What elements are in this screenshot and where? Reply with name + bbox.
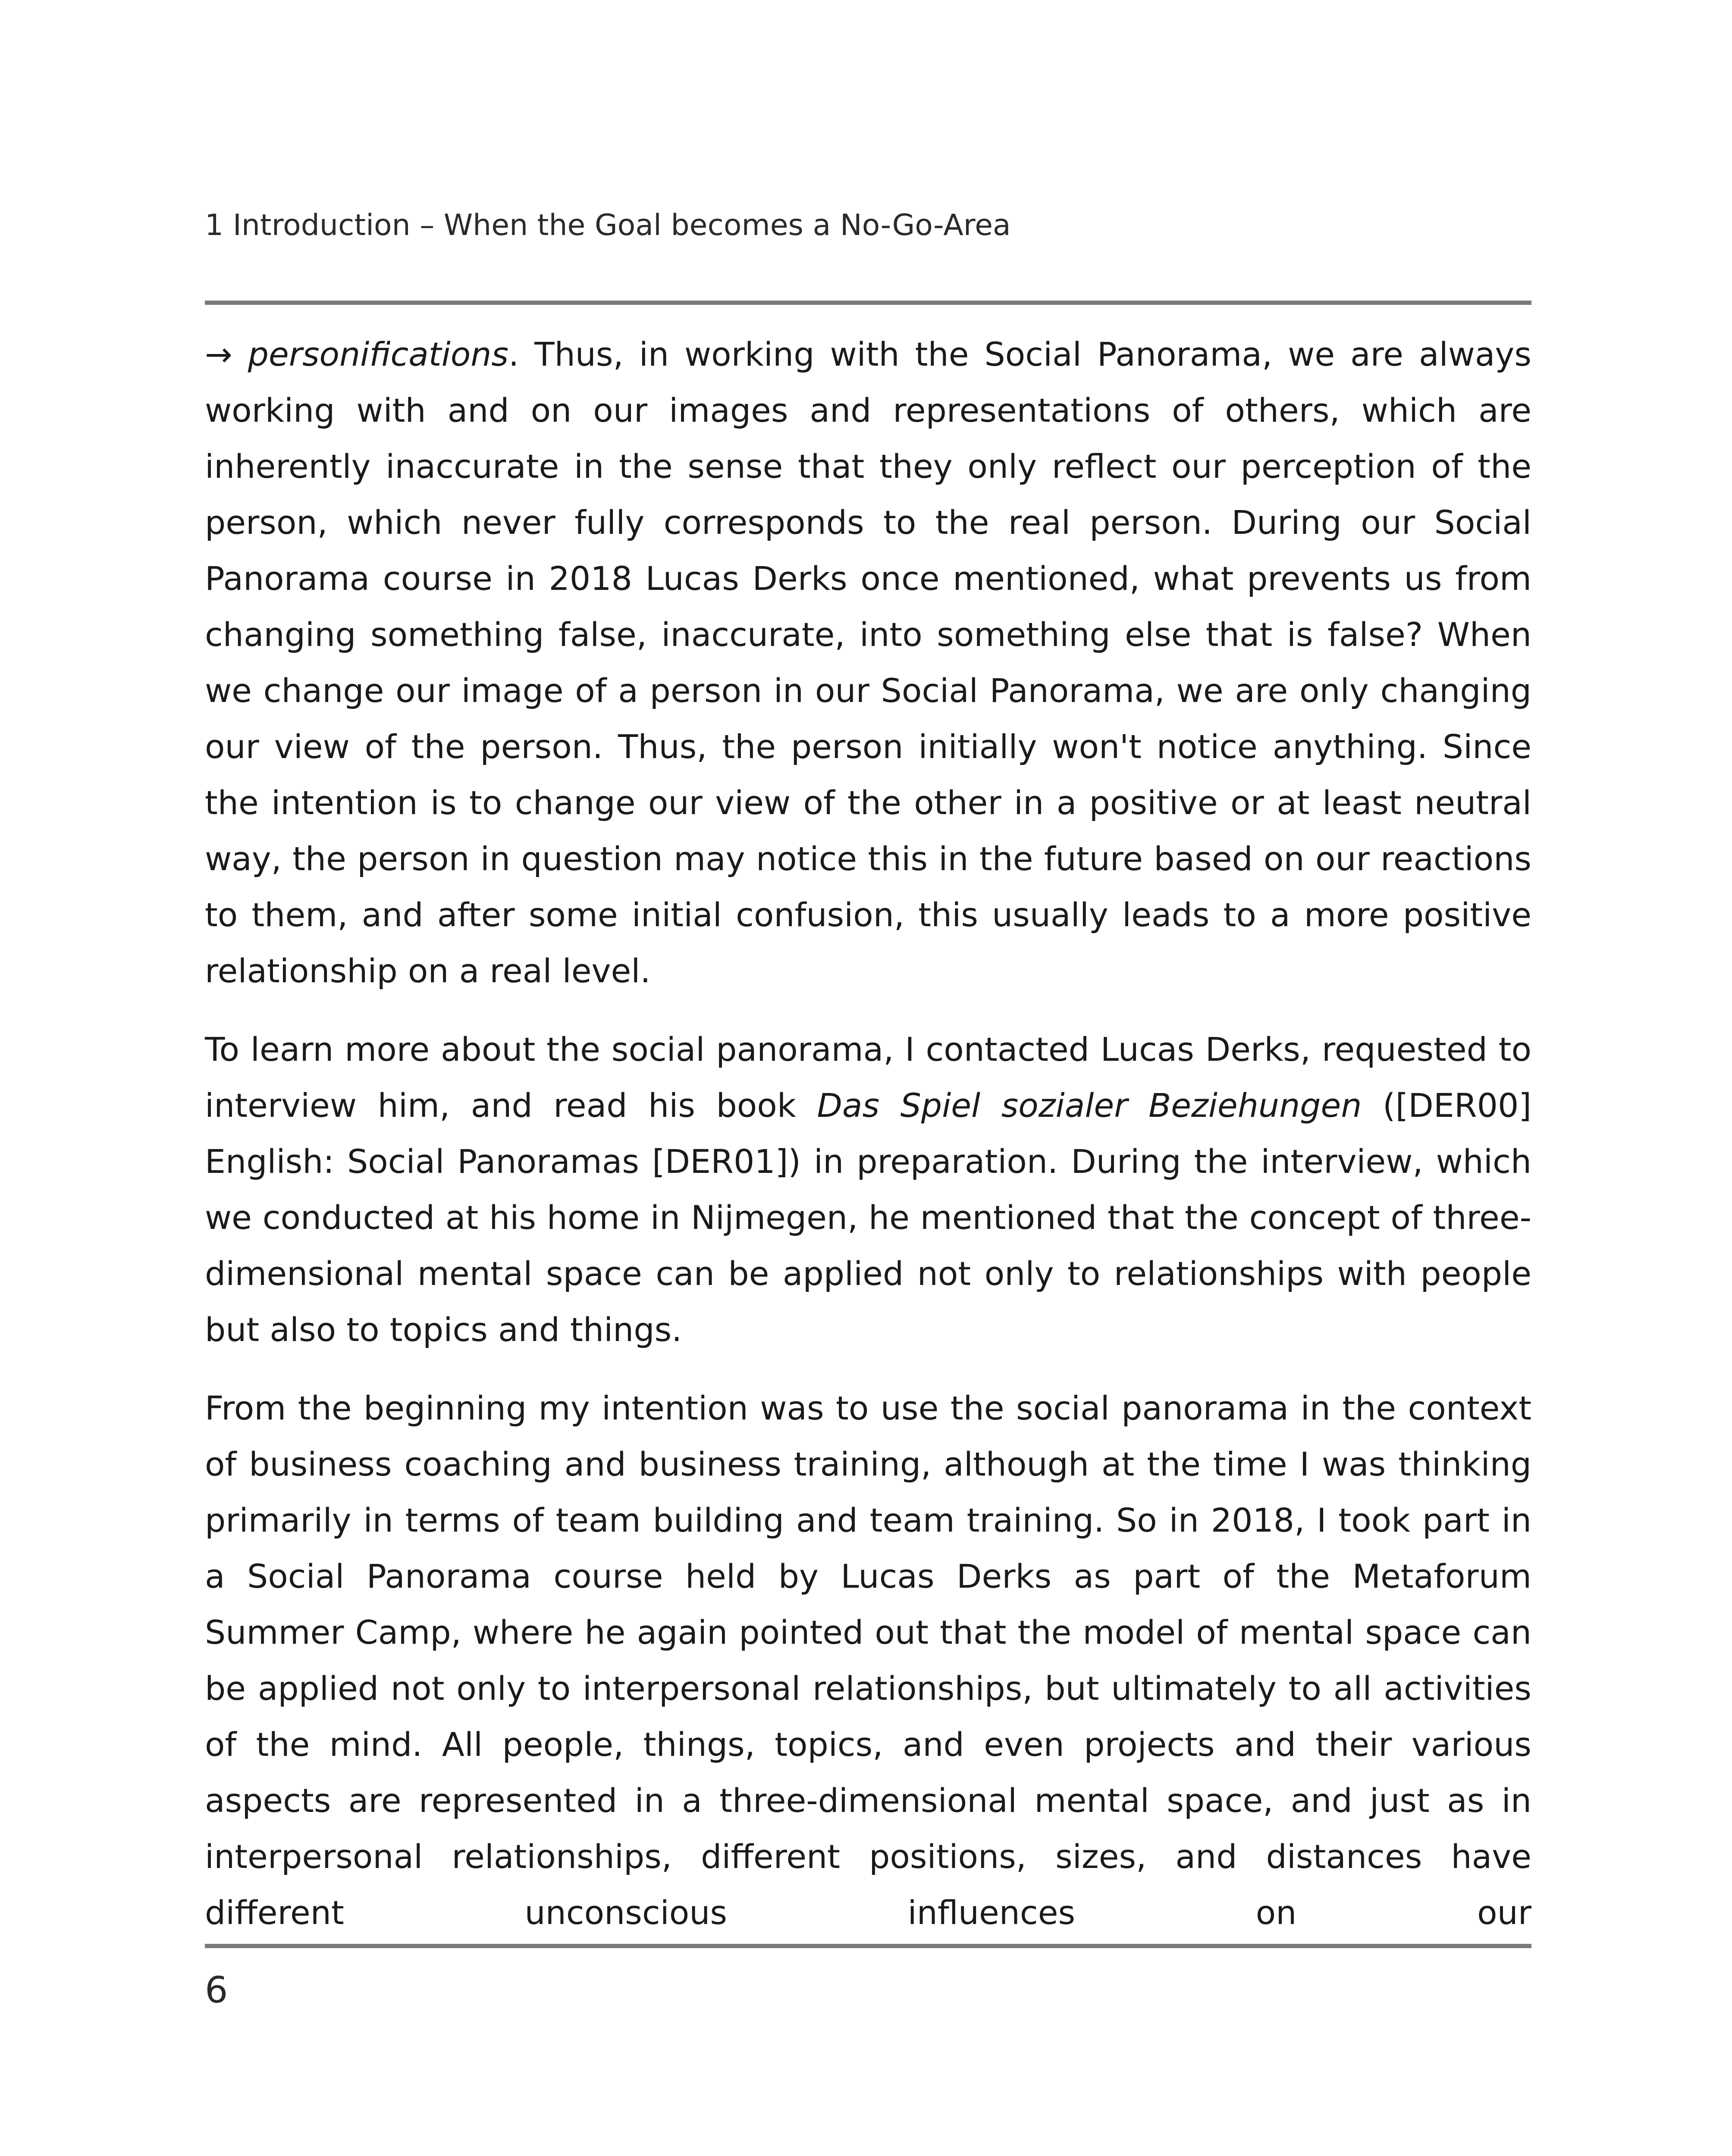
- paragraph-3-text: From the beginning my intention was to use the social panorama in the context of business coaching and business training, although at the time I was thinking primarily in terms of team building and team training. So in 2018, I took part in a Social Panorama course held by Lucas Derks as part of the Metaforum Summer Camp, where he again pointed out that the model of mental space can be applied not only to interpersonal relationships, but ultimately to all activities of the mind. All people, things, topics, and even projects and their various aspects are represented in a three-dimensional mental space, and just as in interpersonal relationships, different positions, sizes, and distances have different unconscious influences on our: [205, 1389, 1531, 1932]
- footer-rule: [205, 1944, 1531, 1948]
- paragraph-1: [205, 326, 1531, 999]
- paragraph-2-text-after: ([DER00] English: Social Panoramas [DER01]) in preparation. During the interview, which we conducted at his home in Nijmegen, he mentioned that the concept of three-dimensional mental space can be applied not only to relationships with people but also to topics and things.: [205, 1086, 1532, 1349]
- paragraph-2: [205, 1022, 1531, 1358]
- running-header: 1 Introduction – When the Goal becomes a No-Go-Area: [205, 208, 1011, 242]
- italic-term: personifications: [248, 335, 508, 373]
- page-number: 6: [205, 1969, 228, 2011]
- body-text: [205, 326, 1531, 1963]
- paragraph-1-text: . Thus, in working with the Social Panorama, we are always working with and on our images and representations of others, which are inherently inaccurate in the sense that they only reflect our perception of the person, which never fully corresponds to the real person. During our Social Panorama course in 2018 Lucas Derks once mentioned, what prevents us from changing something false, inaccurate, into something else that is false? When we change our image of a person in our Social Panorama, we are only changing our view of the person. Thus, the person initially won't notice anything. Since the intention is to change our view of the other in a positive or at least neutral way, the person in question may notice this in the future based on our reactions to them, and after some initial confusion, this usually leads to a more positive relationship on a real level.: [205, 335, 1531, 990]
- paragraph-2-text-before: To learn more about the social panorama, I contacted Lucas Derks, requested to interview him, and read his book: [205, 1030, 1531, 1125]
- paragraph-3: [205, 1380, 1531, 1941]
- header-rule: [205, 301, 1531, 305]
- arrow-glyph: →: [205, 335, 248, 373]
- book-title: Das Spiel sozialer Beziehungen: [817, 1086, 1362, 1125]
